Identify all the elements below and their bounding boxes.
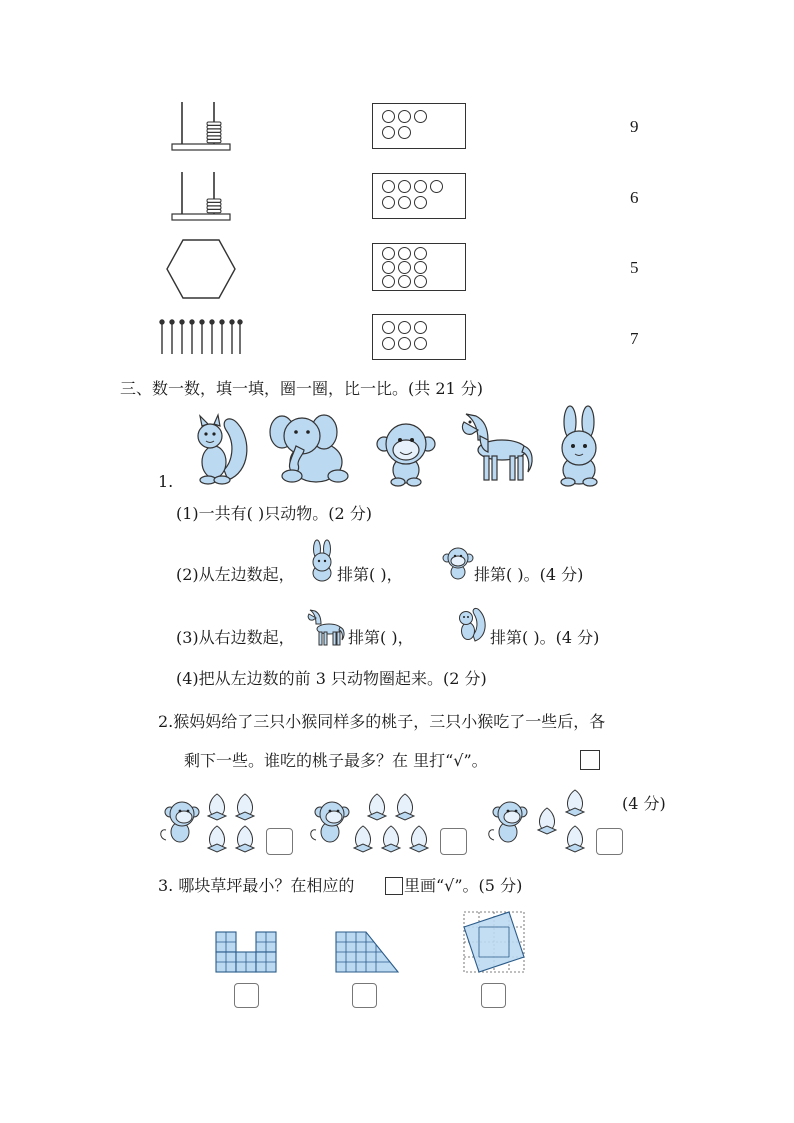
peach-icon [204,790,260,856]
dot-card-5 [372,103,466,149]
q1-sub2-blank1: 排第( )， [337,565,403,584]
match-number: 6 [630,188,639,207]
answer-checkbox-1[interactable] [266,828,293,855]
match-number: 5 [630,258,639,277]
q2-text-line2: 剩下一些。谁吃的桃子最多？在 里打“√”。 [184,751,488,770]
dot-card-7 [372,173,466,219]
rabbit-icon [309,540,335,582]
rabbit-icon [554,406,604,488]
abacus-icon [170,170,232,222]
monkey-icon [308,798,352,846]
q1-sub2-blank2: 排第( )。(4 分) [474,565,584,584]
abacus-icon [170,100,232,152]
lawn-checkbox-b[interactable] [352,983,377,1008]
q1-sub4: (4)把从左边数的前 3 只动物圈起来。(2 分) [176,669,487,688]
question-number: 1. [158,472,174,491]
answer-checkbox-3[interactable] [596,828,623,855]
monkey-icon [486,798,530,846]
monkey-icon [443,546,473,580]
monkey-icon [158,798,202,846]
answer-checkbox-2[interactable] [440,828,467,855]
sticks-icon [158,318,244,358]
elephant-icon [268,410,352,486]
checkbox-legend [385,877,403,895]
monkey-icon [376,422,438,486]
q2-score: (4 分) [622,794,666,813]
lawn-shape-b [334,930,402,974]
peach-icon [350,790,438,856]
q1-sub3-prefix: (3)从右边数起， [176,628,295,647]
match-number: 7 [630,329,639,348]
horse-icon [458,410,536,486]
lawn-shape-c [462,910,526,974]
hexagon-shape [165,238,237,300]
match-number: 9 [630,117,639,136]
peach-icon [532,786,592,856]
q1-sub3-blank2: 排第( )。(4 分) [490,628,600,647]
horse-icon [306,608,346,648]
q2-text-line1: 2.猴妈妈给了三只小猴同样多的桃子，三只小猴吃了一些后，各 [158,712,606,731]
squirrel-icon [455,604,487,644]
q1-sub1: (1)一共有( )只动物。(2 分) [176,504,372,523]
lawn-checkbox-c[interactable] [481,983,506,1008]
q1-sub2-prefix: (2)从左边数起， [176,565,295,584]
section-heading: 三、数一数，填一填，圈一圈，比一比。(共 21 分) [120,379,484,398]
checkbox-legend [580,750,600,770]
dot-card-6 [372,314,466,360]
dot-card-9 [372,243,466,291]
lawn-checkbox-a[interactable] [234,983,259,1008]
q3-text-prefix: 3. 哪块草坪最小？在相应的 [158,876,355,895]
squirrel-icon [190,410,250,486]
q1-sub3-blank1: 排第( )， [348,628,414,647]
lawn-shape-a [214,930,280,974]
q3-text-suffix: 里画“√”。(5 分) [404,876,523,895]
